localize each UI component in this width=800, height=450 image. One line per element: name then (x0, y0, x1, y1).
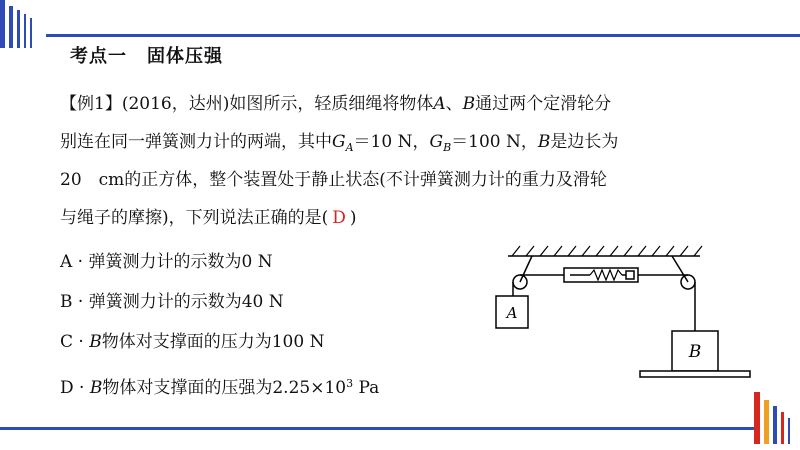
question-line-2: 别连在同一弹簧测力计的两端，其中$G_A=10$ N，$G_B=100$ N，B是边长为 (60, 132, 619, 154)
option-d: D · B物体对支撑面的压强为$2.25\times 10^3$ Pa (60, 377, 380, 398)
header-decoration (0, 0, 46, 48)
footer-decoration (754, 392, 800, 444)
section-topic: 固体压强 (147, 46, 223, 67)
header-divider (46, 34, 800, 37)
example-label: 【例1】 (60, 94, 122, 114)
option-a: A · 弹簧测力计的示数为0 N (60, 252, 273, 272)
option-b: B · 弹簧测力计的示数为40 N (60, 292, 284, 312)
support-surface (640, 371, 750, 377)
question-line-4: 与绳子的摩擦)，下列说法正确的是( D ) (60, 208, 357, 228)
example-source: (2016，达州) (121, 94, 230, 114)
question-line-1: 【例1】(2016，达州)如图所示，轻质细绳将物体A、B通过两个定滑轮分 (60, 94, 612, 114)
section-title (70, 42, 223, 68)
section-number: 考点一 (70, 46, 127, 67)
answer-mark: D (332, 208, 346, 228)
block-b-label: B (688, 342, 702, 362)
option-c: C · B物体对支撑面的压力为100 N (60, 332, 325, 352)
footer-divider (0, 427, 754, 430)
question-line-3: 20 cm的正方体，整个装置处于静止状态(不计弹簧测力计的重力及滑轮 (60, 170, 607, 190)
pulley-diagram (490, 236, 760, 386)
right-pulley-support (672, 256, 688, 282)
block-a-label: A (506, 304, 518, 322)
ceiling-hatch (512, 246, 702, 256)
